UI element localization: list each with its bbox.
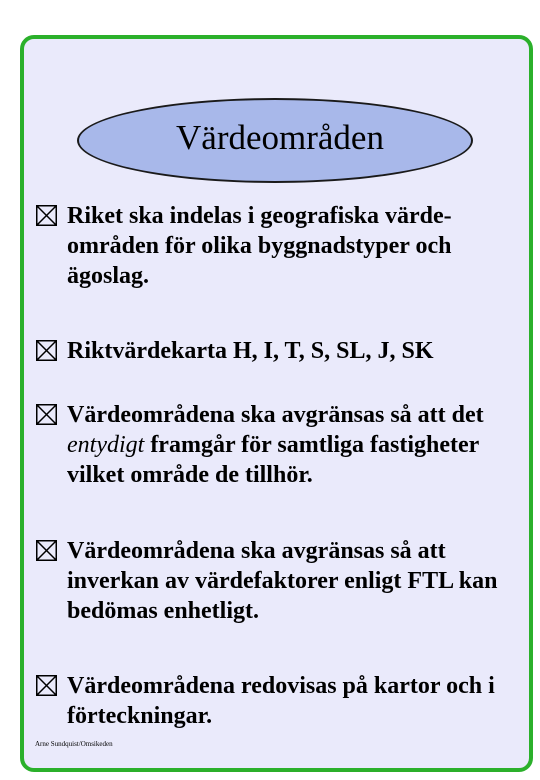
bullet-text-part: Värdeområdena ska avgränsas så att det <box>67 402 484 428</box>
bullet-text: Värdeområdena ska avgränsas så att inverkan av värdefaktorer enligt FTL kan bedömas enhetligt. <box>67 538 498 624</box>
bullet-text: Riktvärdekarta H, I, T, S, SL, J, SK <box>67 338 434 364</box>
bullet-item-unambiguous-boundaries <box>36 400 531 490</box>
bullet-item-value-factors <box>36 536 531 626</box>
envelope-icon <box>36 404 57 425</box>
envelope-icon <box>36 340 57 361</box>
bullet-text: Riket ska indelas i geografiska värde-områden för olika byggnadstyper och ägoslag. <box>67 203 452 289</box>
envelope-icon <box>36 205 57 226</box>
emphasis-text: entydigt <box>67 432 145 458</box>
envelope-icon <box>36 675 57 696</box>
bullet-text <box>67 400 531 490</box>
bullet-text: Värdeområdena redovisas på kartor och i förteckningar. <box>67 673 495 729</box>
page-title: Värdeområden <box>176 118 384 157</box>
bullet-item-geographic-areas <box>36 201 531 291</box>
envelope-icon <box>36 540 57 561</box>
bullet-text-part: framgår för samtliga fastigheter vilket område de tillhör. <box>67 432 479 488</box>
bullet-item-maps-and-lists <box>36 671 531 731</box>
footer-author: Arne Sundquist/Omsikeden <box>35 740 113 748</box>
bullet-item-reference-map <box>36 336 531 366</box>
